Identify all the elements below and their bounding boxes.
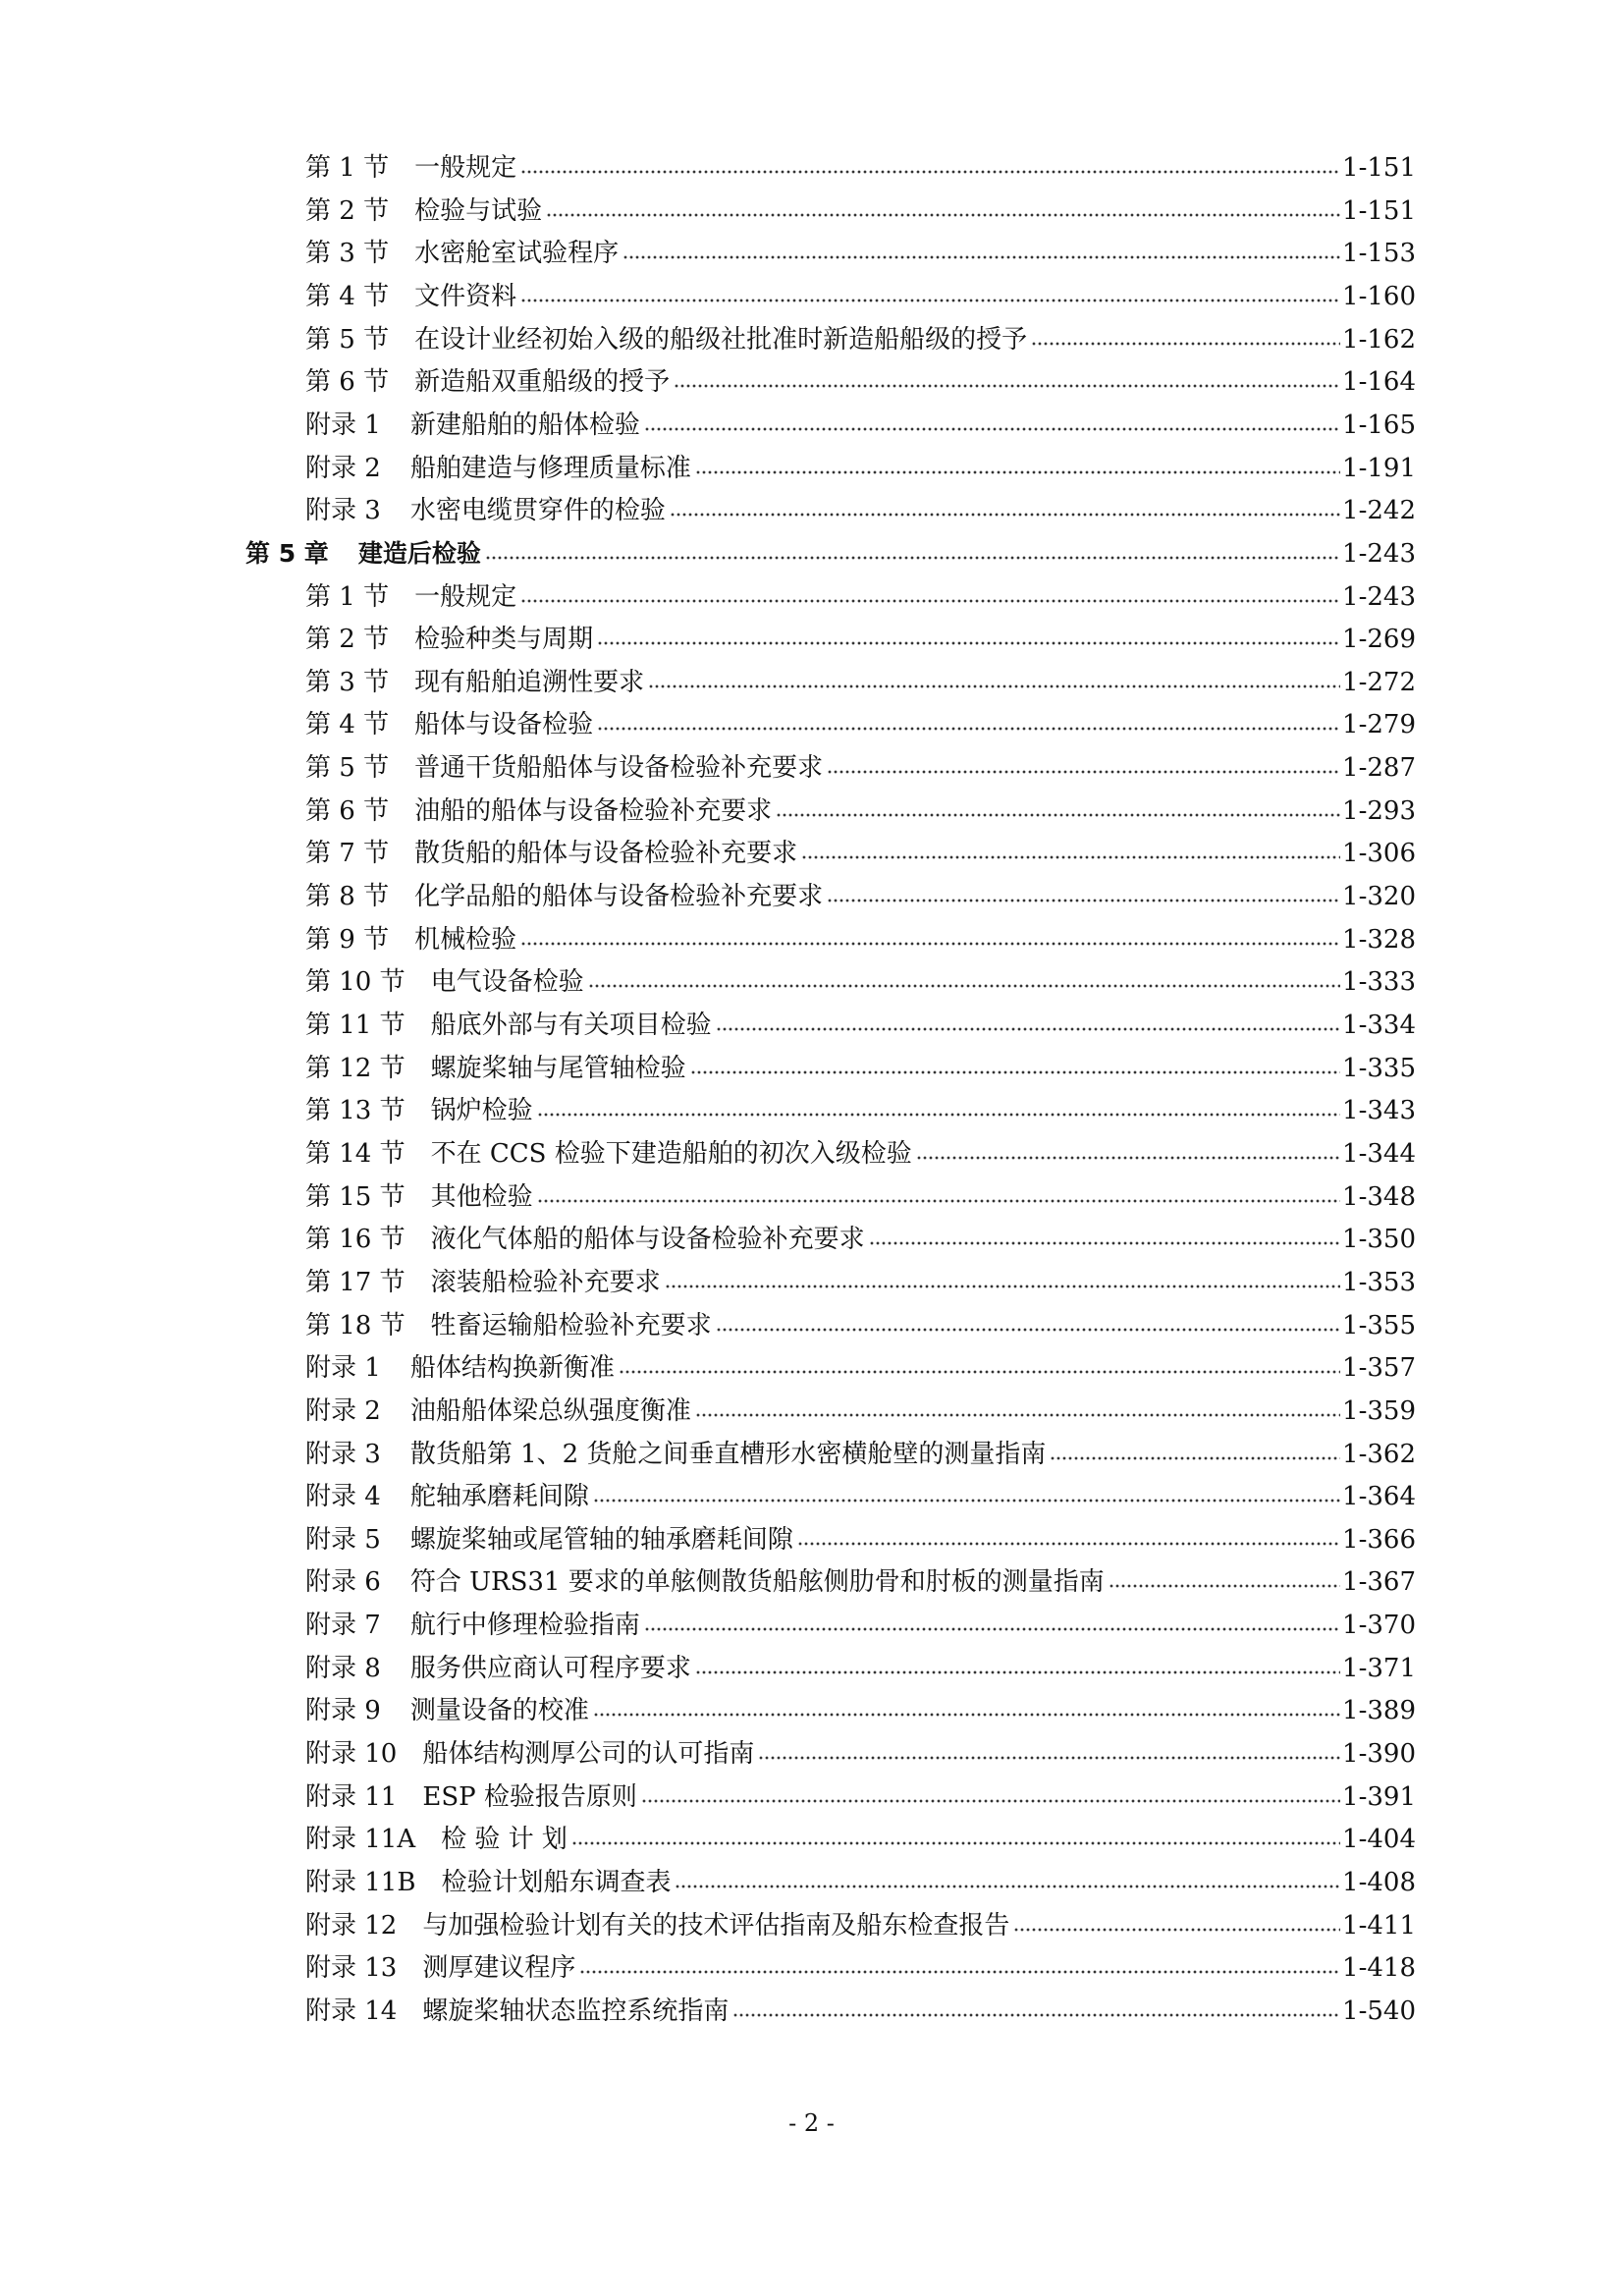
toc-entry-page: 1-287 (1342, 753, 1416, 784)
toc-entry-label (305, 580, 518, 614)
toc-entry-label (305, 751, 825, 785)
toc-entry-page: 1-343 (1342, 1096, 1416, 1126)
dot-leader (597, 639, 1340, 647)
toc-entry-number: 第 10 节 (305, 967, 406, 998)
toc-entry-label (245, 537, 483, 571)
dot-leader (546, 211, 1340, 219)
toc-entry-label (305, 1694, 591, 1727)
dot-leader (827, 768, 1340, 776)
toc-entry (305, 1599, 1416, 1642)
toc-entry-page: 1-389 (1342, 1696, 1416, 1726)
toc-entry-page: 1-334 (1342, 1011, 1416, 1040)
toc-entry-page: 1-367 (1342, 1567, 1416, 1598)
toc-entry-page: 1-411 (1342, 1910, 1416, 1941)
toc-entry-label (305, 623, 595, 656)
dot-leader (1031, 340, 1340, 348)
dot-leader (716, 1326, 1340, 1334)
toc-entry-title: 水密舱室试验程序 (414, 239, 620, 269)
toc-entry-page: 1-371 (1342, 1653, 1416, 1683)
dot-leader (520, 597, 1340, 605)
toc-entry-number: 附录 1 (305, 410, 381, 440)
toc-entry-label (305, 1652, 693, 1685)
toc-entry-page: 1-272 (1342, 667, 1416, 697)
toc-entry (305, 227, 1416, 270)
toc-entry-title: 一般规定 (414, 581, 517, 612)
toc-entry (305, 1556, 1416, 1599)
toc-entry (305, 484, 1416, 527)
toc-entry (305, 1813, 1416, 1856)
toc-entry-page: 1-151 (1342, 195, 1416, 226)
toc-entry (305, 1084, 1416, 1127)
toc-entry-title: 牲畜运输船检验补充要求 (430, 1310, 712, 1340)
toc-entry-number: 第 4 节 (305, 281, 390, 311)
toc-entry-title: 滚装船检验补充要求 (430, 1267, 661, 1297)
toc-entry-page: 1-404 (1342, 1825, 1416, 1855)
toc-entry-label (305, 1009, 714, 1042)
toc-entry (305, 1470, 1416, 1513)
toc-entry-title: 测厚建议程序 (422, 1953, 576, 1984)
toc-entry (305, 313, 1416, 356)
toc-entry-label (305, 1480, 591, 1513)
toc-entry-title: 航行中修理检验指南 (409, 1611, 640, 1641)
dot-leader (520, 940, 1340, 948)
dot-leader (1013, 1926, 1340, 1934)
toc-entry-title: 在设计业经初始入级的船级社批准时新造船船级的授予 (414, 324, 1028, 355)
toc-entry-label (305, 1180, 535, 1214)
toc-entry-number: 附录 3 (305, 1439, 381, 1469)
toc-entry-label (305, 1951, 577, 1985)
toc-entry (305, 399, 1416, 442)
toc-entry-number: 附录 11B (305, 1868, 416, 1897)
dot-leader (827, 897, 1340, 904)
toc-entry-title: 锅炉检验 (430, 1096, 533, 1126)
dot-leader (670, 511, 1340, 519)
toc-entry-page: 1-353 (1342, 1267, 1416, 1297)
toc-entry-number: 第 1 节 (305, 581, 390, 612)
toc-entry-title: 测量设备的校准 (409, 1696, 589, 1726)
toc-entry-number: 附录 5 (305, 1524, 381, 1555)
toc-entry-page: 1-344 (1342, 1138, 1416, 1169)
toc-entry (305, 1341, 1416, 1385)
toc-entry (305, 956, 1416, 999)
toc-entry-title: 其他检验 (430, 1181, 533, 1212)
dot-leader (520, 297, 1340, 304)
dot-leader (797, 1540, 1340, 1548)
toc-entry-title: 现有船舶追溯性要求 (414, 667, 645, 697)
toc-entry-number: 附录 1 (305, 1353, 381, 1384)
toc-entry-page: 1-362 (1342, 1439, 1416, 1469)
dot-leader (593, 1711, 1340, 1719)
toc-entry-label (305, 194, 544, 228)
dot-leader (776, 811, 1340, 819)
toc-entry-number: 第 12 节 (305, 1053, 406, 1083)
toc-entry-page: 1-153 (1342, 239, 1416, 269)
dot-leader (622, 253, 1340, 261)
toc-entry-title: 水密电缆贯穿件的检验 (409, 496, 666, 526)
toc-entry-page: 1-162 (1342, 324, 1416, 355)
toc-entry-page: 1-348 (1342, 1181, 1416, 1212)
toc-entry-title: 文件资料 (414, 281, 517, 311)
toc-entry (305, 1684, 1416, 1727)
dot-leader (732, 2011, 1340, 2019)
toc-entry (305, 1727, 1416, 1771)
toc-entry-number: 附录 8 (305, 1653, 381, 1683)
toc-entry-page: 1-279 (1342, 710, 1416, 740)
toc-entry (305, 1856, 1416, 1899)
toc-entry (305, 141, 1416, 185)
toc-entry-title: 散货船的船体与设备检验补充要求 (414, 839, 798, 869)
toc-entry-number: 第 9 节 (305, 924, 390, 955)
dot-leader (579, 1968, 1340, 1976)
toc-entry-number: 附录 3 (305, 496, 381, 526)
toc-entry-label (305, 1866, 673, 1899)
toc-entry-label (305, 1309, 714, 1342)
toc-entry (305, 1213, 1416, 1256)
toc-entry-title: 服务供应商认可程序要求 (409, 1653, 691, 1683)
toc-entry-number: 第 1 节 (305, 153, 390, 183)
toc-entry-title: 船体与设备检验 (414, 710, 594, 740)
toc-entry-label (305, 1266, 663, 1299)
toc-entry-number: 附录 2 (305, 1395, 381, 1426)
toc-entry-page: 1-390 (1342, 1739, 1416, 1770)
toc-entry-number: 第 17 节 (305, 1267, 406, 1297)
toc-entry-page: 1-151 (1342, 153, 1416, 183)
toc-entry (305, 571, 1416, 614)
toc-entry-title: 机械检验 (414, 924, 517, 955)
toc-entry-page: 1-306 (1342, 839, 1416, 869)
toc-entry (305, 1941, 1416, 1985)
dot-leader (695, 468, 1340, 476)
toc-entry-number: 附录 12 (305, 1910, 398, 1941)
toc-entry (305, 698, 1416, 741)
toc-entry (305, 999, 1416, 1042)
toc-entry-page: 1-355 (1342, 1310, 1416, 1340)
toc-entry-number: 第 5 节 (305, 324, 390, 355)
dot-leader (695, 1668, 1340, 1676)
toc-entry-number: 附录 7 (305, 1611, 381, 1641)
toc-entry-title: 普通干货船船体与设备检验补充要求 (414, 753, 824, 784)
toc-entry (305, 741, 1416, 785)
toc-entry-number: 第 5 节 (305, 753, 390, 784)
toc-entry-title: 检 验 计 划 (441, 1825, 568, 1855)
toc-entry-title: 建造后检验 (357, 538, 481, 568)
toc-entry-page: 1-540 (1342, 1995, 1416, 2026)
dot-leader (537, 1111, 1340, 1119)
dot-leader (648, 683, 1340, 690)
toc-entry-page: 1-350 (1342, 1225, 1416, 1255)
toc-entry-number: 第 18 节 (305, 1310, 406, 1340)
toc-entry-label (305, 494, 668, 527)
dot-leader (644, 425, 1340, 433)
toc-chapter-entry (245, 527, 1416, 571)
toc-entry-page: 1-269 (1342, 625, 1416, 655)
toc-entry-number: 第 3 节 (305, 239, 390, 269)
toc-entry-page: 1-320 (1342, 882, 1416, 912)
dot-leader (674, 382, 1340, 390)
dot-leader (675, 1883, 1340, 1890)
toc-entry (305, 1299, 1416, 1342)
toc-entry-page: 1-165 (1342, 410, 1416, 440)
dot-leader (916, 1154, 1340, 1162)
toc-entry-label (305, 1523, 795, 1557)
toc-entry (305, 1899, 1416, 1942)
toc-entry-title: 船底外部与有关项目检验 (430, 1011, 712, 1040)
toc-entry (305, 1771, 1416, 1814)
dot-leader (1050, 1454, 1340, 1462)
toc-entry-label (305, 1823, 569, 1856)
dot-leader (869, 1239, 1340, 1247)
toc-entry-number: 附录 13 (305, 1953, 398, 1984)
toc-entry-title: 船体结构测厚公司的认可指南 (422, 1739, 755, 1770)
dot-leader (716, 1025, 1340, 1033)
toc-entry-number: 附录 11A (305, 1825, 416, 1855)
toc-entry-label (305, 923, 518, 957)
toc-entry-number: 附录 10 (305, 1739, 398, 1770)
toc-entry-label (305, 280, 518, 313)
toc-entry-number: 第 2 节 (305, 625, 390, 655)
toc-entry-page: 1-243 (1342, 581, 1416, 612)
dot-leader (485, 554, 1340, 562)
dot-leader (593, 1497, 1340, 1504)
dot-leader (520, 168, 1340, 176)
toc-entry-page: 1-164 (1342, 367, 1416, 398)
toc-entry-title: 检验与试验 (414, 195, 543, 226)
toc-entry-page: 1-391 (1342, 1781, 1416, 1812)
toc-entry-page: 1-335 (1342, 1053, 1416, 1083)
toc-entry-number: 附录 11 (305, 1781, 398, 1812)
toc-entry (305, 1042, 1416, 1085)
toc-entry (305, 442, 1416, 485)
toc-entry (305, 1171, 1416, 1214)
toc-entry-title: 新造船双重船级的授予 (414, 367, 671, 398)
toc-entry-page: 1-293 (1342, 795, 1416, 826)
toc-entry (305, 1985, 1416, 2028)
toc-entry-title: 不在 CCS 检验下建造船舶的初次入级检验 (430, 1138, 912, 1169)
toc-entry-title: 电气设备检验 (430, 967, 584, 998)
toc-entry (305, 613, 1416, 656)
toc-entry-number: 第 6 节 (305, 367, 390, 398)
toc-entry-number: 第 14 节 (305, 1138, 406, 1169)
dot-leader (537, 1197, 1340, 1205)
dot-leader (597, 725, 1340, 733)
toc-entry-title: 油船的船体与设备检验补充要求 (414, 795, 773, 826)
toc-entry-label (305, 1137, 914, 1171)
dot-leader (588, 982, 1340, 990)
toc-entry-number: 第 5 章 (245, 538, 329, 568)
dot-leader (801, 853, 1340, 861)
toc-entry-title: 舵轴承磨耗间隙 (409, 1482, 589, 1512)
toc-entry-number: 第 2 节 (305, 195, 390, 226)
toc-entry-title: 一般规定 (414, 153, 517, 183)
toc-entry-number: 附录 4 (305, 1482, 381, 1512)
toc-entry-page: 1-364 (1342, 1482, 1416, 1512)
toc-entry-title: 与加强检验计划有关的技术评估指南及船东检查报告 (422, 1910, 1010, 1941)
toc-entry-label (305, 1609, 642, 1642)
toc-entry-number: 第 11 节 (305, 1011, 406, 1040)
toc-entry-label (305, 237, 621, 270)
toc-entry (305, 1385, 1416, 1428)
toc-entry-label (305, 708, 595, 741)
toc-entry-label (305, 452, 693, 485)
toc-entry (305, 185, 1416, 228)
toc-entry-title: 液化气体船的船体与设备检验补充要求 (430, 1225, 865, 1255)
toc-entry (305, 1256, 1416, 1299)
toc-entry-title: 化学品船的船体与设备检验补充要求 (414, 882, 824, 912)
toc-entry-title: 符合 URS31 要求的单舷侧散货船舷侧肋骨和肘板的测量指南 (409, 1567, 1105, 1598)
toc-entry-page: 1-160 (1342, 281, 1416, 311)
toc-entry (305, 1428, 1416, 1471)
toc-entry-number: 第 7 节 (305, 839, 390, 869)
dot-leader (571, 1839, 1340, 1847)
toc-entry-title: ESP 检验报告原则 (422, 1781, 637, 1812)
toc-entry-label (305, 794, 774, 828)
toc-entry-page: 1-418 (1342, 1953, 1416, 1984)
toc-entry-number: 附录 6 (305, 1567, 381, 1598)
toc-entry-label (305, 1223, 867, 1256)
toc-entry-page: 1-370 (1342, 1611, 1416, 1641)
toc-entry-label (305, 666, 646, 699)
toc-entry-page: 1-359 (1342, 1395, 1416, 1426)
dot-leader (690, 1068, 1340, 1076)
toc-entry-label (305, 837, 799, 870)
toc-entry-title: 螺旋桨轴状态监控系统指南 (422, 1995, 730, 2026)
toc-entry-title: 螺旋桨轴与尾管轴检验 (430, 1053, 686, 1083)
toc-entry-page: 1-191 (1342, 453, 1416, 483)
toc-entry-page: 1-357 (1342, 1353, 1416, 1384)
toc-entry-label (305, 1094, 535, 1127)
toc-entry-label (305, 409, 642, 442)
toc-entry-title: 散货船第 1、2 货舱之间垂直槽形水密横舱壁的测量指南 (409, 1439, 1047, 1469)
toc-entry-number: 第 8 节 (305, 882, 390, 912)
toc-entry (305, 270, 1416, 313)
toc-entry-number: 第 4 节 (305, 710, 390, 740)
toc-entry (305, 870, 1416, 913)
toc-entry-title: 新建船舶的船体检验 (409, 410, 640, 440)
toc-entry-label (305, 1438, 1048, 1471)
toc-entry-title: 船舶建造与修理质量标准 (409, 453, 691, 483)
toc-entry-label (305, 1780, 639, 1814)
toc-entry-label (305, 1351, 617, 1385)
toc-entry (305, 1127, 1416, 1171)
toc-entry-number: 附录 2 (305, 453, 381, 483)
dot-leader (695, 1411, 1340, 1419)
dot-leader (665, 1283, 1340, 1290)
toc-entry-label (305, 965, 586, 999)
toc-entry-page: 1-243 (1342, 538, 1416, 569)
toc-entry (305, 827, 1416, 870)
toc-entry (305, 913, 1416, 957)
toc-entry-number: 第 3 节 (305, 667, 390, 697)
toc-entry (305, 1513, 1416, 1557)
page-number: - 2 - (788, 2109, 835, 2137)
toc-entry-label (305, 880, 825, 913)
toc-entry-title: 船体结构换新衡准 (409, 1353, 615, 1384)
toc-entry-number: 第 6 节 (305, 795, 390, 826)
toc-entry-page: 1-366 (1342, 1524, 1416, 1555)
toc-entry-title: 油船船体梁总纵强度衡准 (409, 1395, 691, 1426)
toc-entry-number: 第 13 节 (305, 1096, 406, 1126)
toc-entry-label (305, 1737, 756, 1771)
toc-entry-number: 第 16 节 (305, 1225, 406, 1255)
toc-entry (305, 785, 1416, 828)
toc-entry-page: 1-242 (1342, 496, 1416, 526)
dot-leader (619, 1368, 1340, 1376)
toc-entry-label (305, 1052, 688, 1085)
toc-entry-title: 检验计划船东调查表 (441, 1868, 672, 1897)
toc-entry-label (305, 1995, 730, 2028)
toc-entry-title: 螺旋桨轴或尾管轴的轴承磨耗间隙 (409, 1524, 793, 1555)
toc-entry-number: 第 15 节 (305, 1181, 406, 1212)
toc-entry-label (305, 1909, 1011, 1942)
toc-entry-label (305, 1565, 1107, 1599)
toc-entry (305, 355, 1416, 399)
toc-entry-page: 1-328 (1342, 924, 1416, 955)
toc-entry-page: 1-408 (1342, 1868, 1416, 1897)
dot-leader (644, 1625, 1340, 1633)
dot-leader (758, 1754, 1340, 1762)
toc-entry-label (305, 323, 1029, 356)
dot-leader (641, 1797, 1340, 1805)
toc-entry (305, 656, 1416, 699)
toc-entry-number: 附录 9 (305, 1696, 381, 1726)
toc-entry-number: 附录 14 (305, 1995, 398, 2026)
dot-leader (1109, 1582, 1340, 1590)
toc-entry-label (305, 151, 518, 185)
toc-entry-title: 检验种类与周期 (414, 625, 594, 655)
toc-entry-label (305, 1394, 693, 1428)
toc-entry-label (305, 365, 672, 399)
toc-entry-page: 1-333 (1342, 967, 1416, 998)
toc-entry (305, 1642, 1416, 1685)
